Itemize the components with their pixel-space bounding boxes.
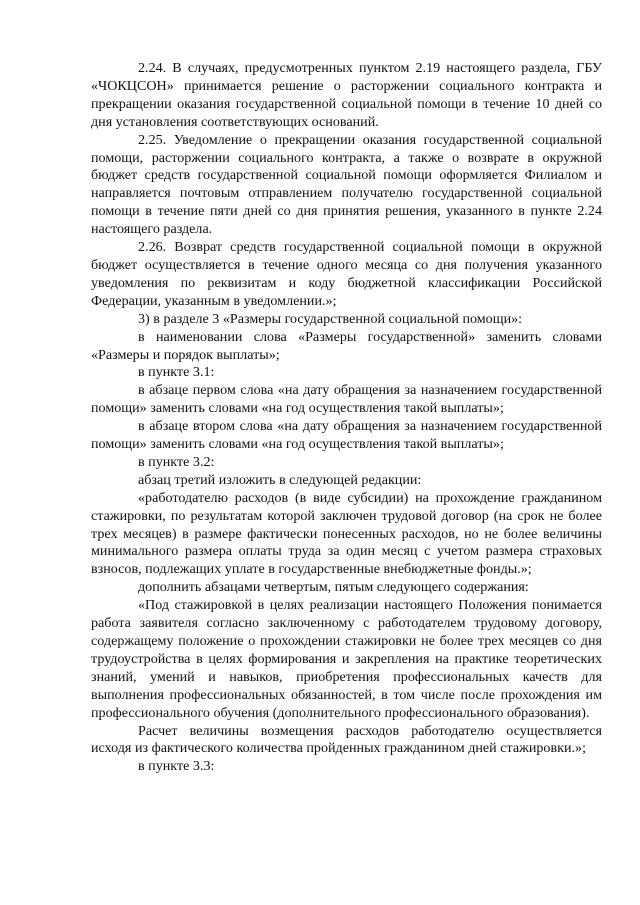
document-page — [91, 60, 602, 776]
paragraph-2-24: 2.24. В случаях, предусмотренных пунктом 2.19 настоящего раздела, ГБУ «ЧОКЦСОН» принимается решение о расторжении социального контракта и прекращении оказания государственной социальной помощи в течение 10 дней со дня установления соответствующих оснований. — [91, 60, 602, 130]
paragraph-3-2-third-intro: абзац третий изложить в следующей редакции: — [138, 471, 422, 488]
paragraph-3-1-second: в абзаце втором слова «на дату обращения за назначением государственной помощи» заменить словами «на год осуществления такой выплаты»; — [91, 418, 602, 453]
paragraph-2-25: 2.25. Уведомление о прекращении оказания государственной социальной помощи, расторжении социального контракта, а также о возврате в окружной бюджет средств государственной социальной помощи оформляется Филиалом и направляется почтовым отправлением получателю государственной социальной помощи в течение пяти дней со дня принятия решения, указанного в пункте 2.24 настоящего раздела. — [91, 131, 602, 238]
paragraph-item-3-1: в пункте 3.1: — [138, 364, 215, 381]
paragraph-3-2-third-text: «работодателю расходов (в виде субсидии) на прохождение гражданином стажировки, по результатам которой заключен трудовой договор (на срок не более трех месяцев) в размере фактически понесенных расходов, но не более величины минимального размера оплаты труда за один месяц с учетом размера страховых взносов, подлежащих уплате в государственные внебюджетные фонды.»; — [91, 489, 602, 578]
paragraph-3-2-add-intro: дополнить абзацами четвертым, пятым следующего содержания: — [138, 579, 529, 596]
paragraph-3-1-first: в абзаце первом слова «на дату обращения за назначением государственной помощи» заменить словами «на год осуществления такой выплаты»; — [91, 382, 602, 417]
paragraph-2-26: 2.26. Возврат средств государственной социальной помощи в окружной бюджет осуществляется в течение одного месяца со дня получения указанного уведомления по реквизитам и коду бюджетной классификации Российской Федерации, указанным в уведомлении.»; — [91, 239, 602, 309]
paragraph-section-3: 3) в разделе 3 «Размеры государственной социальной помощи»: — [138, 310, 523, 327]
paragraph-item-3-2: в пункте 3.2: — [138, 453, 215, 470]
paragraph-internship-definition: «Под стажировкой в целях реализации настоящего Положения понимается работа заявителя согласно заключенному с работодателем трудовому договору, содержащему положение о прохождении стажировки не более трех месяцев со дня трудоустройства в целях формирования и закрепления на практике теоретических знаний, умений и навыков, приобретения профессиональных качеств для выполнения профессиональных обязанностей, в том числе после прохождения им профессионального обучения (дополнительного профессионального образования). — [91, 597, 602, 721]
paragraph-item-3-3: в пункте 3.3: — [138, 758, 215, 775]
paragraph-title-change: в наименовании слова «Размеры государственной» заменить словами «Размеры и порядок выплаты»; — [91, 328, 602, 363]
paragraph-compensation-calc: Расчет величины возмещения расходов работодателю осуществляется исходя из фактического количества пройденных гражданином дней стажировки.»; — [91, 722, 602, 757]
